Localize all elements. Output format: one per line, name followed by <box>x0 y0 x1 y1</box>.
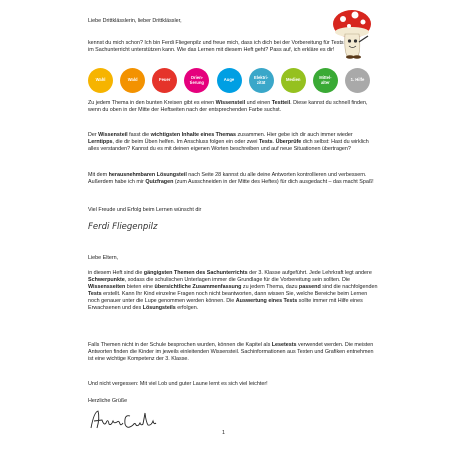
topic-circle: Mittel- alter <box>313 68 338 93</box>
kids-paragraph-2: Der Wissensteil fasst die wichtigsten Inhalte eines Themas zusammen. Hier gebe ich dir auch immer wieder Lerntipps, die dir beim Üben helfen. Im Anschluss folgen ein oder zwei Tests. Überprüfe dich selbst: Hast du wirklich alles verstanden? Kannst du es mit deinen eigenen Worten beschreiben und auf neue Situationen übertragen? <box>88 132 369 153</box>
topic-circle: Feuer <box>152 68 177 93</box>
parents-paragraph-3: Und nicht vergessen: Mit viel Lob und guter Laune lernt es sich viel leichter! <box>88 381 268 387</box>
kids-paragraph-1: Zu jedem Thema in den bunten Kreisen gibt es einen Wissensteil und einen Testteil. Diese kannst du schnell finden, wenn du oben in der Mitte der Heftseiten nach der entsprechenden Farbe suchst. <box>88 100 368 114</box>
kids-paragraph-3: Mit dem herausnehmbaren Lösungsteil nach Seite 28 kannst du alle deine Antworten kontrollieren und verbessern. Außerdem habe ich mir Quizfragen (zum Ausschneiden in der Mitte des Heftes) für dich ausgedacht – das macht Spaß! <box>88 172 374 186</box>
topic-circle: Wald <box>120 68 145 93</box>
topic-circle: Medien <box>281 68 306 93</box>
parents-greeting: Liebe Eltern, <box>88 255 119 261</box>
topic-circle: Elektri- zität <box>249 68 274 93</box>
topic-circles <box>88 68 370 98</box>
kids-greeting: Liebe Drittklässlerin, lieber Drittklässler, <box>88 18 182 24</box>
parents-paragraph-1: in diesem Heft sind die gängigsten Themen des Sachunterrichts der 3. Klasse aufgeführt. Jede Lehrkraft legt andere Schwerpunkte, sodass die schulischen Unterlagen immer die Grundlage für die Vorbereitung sein sollten. Die Wissensseiten bieten eine übersichtliche Zusammenfassung zu jedem Thema, dazu passend sind die nachfolgenden Tests erstellt. Kann Ihr Kind einzelne Fragen noch nicht beantworten, dann wissen Sie, welche Bereiche beim Lernen noch genauer unter die Lupe genommen werden können. Die Auswertung eines Tests sollte immer mit Hilfe eines Erwachsenen und des Lösungsteils erfolgen. <box>88 270 378 312</box>
kids-signature: Ferdi Fliegenpilz <box>88 222 158 232</box>
parents-paragraph-2: Falls Themen nicht in der Schule besprochen wurden, können die Kapitel als Lesetests verwendet werden. Die meisten Antworten finden die Kinder im jeweils einleitenden Wissensteil. Sachinformationen aus Texten und Grafiken entnehmen ist eine wichtige Kompetenz der 3. Klasse. <box>88 342 374 363</box>
topic-circle: 1. Hilfe <box>345 68 370 93</box>
topic-circle: Auge <box>217 68 242 93</box>
handwritten-signature <box>88 408 158 432</box>
kids-intro: kennst du mich schon? Ich bin Ferdi Fliegenpilz und freue mich, dass ich dich bei der Vorbereitung für Tests im Sachunterricht unterstützen kann. Wie das Lernen mit diesem Heft geht? Pass auf, ich erkläre es dir! <box>88 40 344 54</box>
parents-closing: Herzliche Grüße <box>88 398 128 404</box>
topic-circle: Orien- tierung <box>184 68 209 93</box>
topic-circle: Wahl <box>88 68 113 93</box>
page-number: 1 <box>222 430 225 436</box>
kids-paragraph-4: Viel Freude und Erfolg beim Lernen wünscht dir <box>88 207 202 213</box>
